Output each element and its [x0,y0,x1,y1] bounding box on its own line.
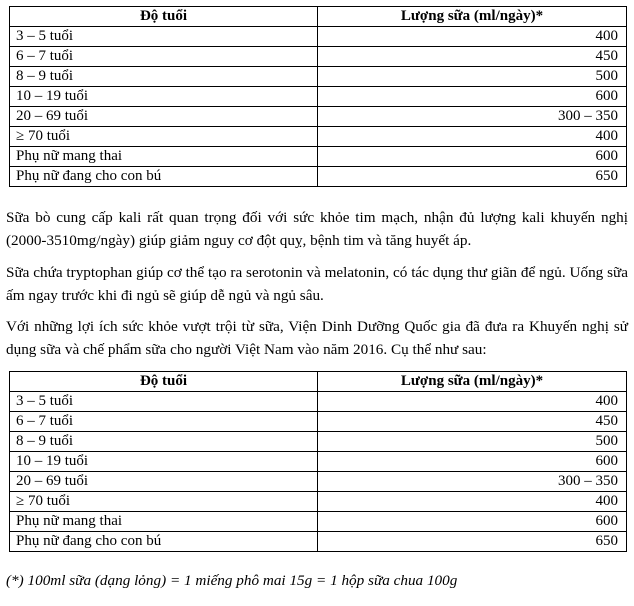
footnote: (*) 100ml sữa (dạng lỏng) = 1 miếng phô mai 15g = 1 hộp sữa chua 100g [6,572,458,589]
table-row [10,532,627,552]
age-column-header: Độ tuổi [10,7,318,27]
age-cell: ≥ 70 tuổi [10,127,318,147]
amount-cell: 300 – 350 [318,472,627,492]
age-cell: 3 – 5 tuổi [10,27,318,47]
age-cell: 6 – 7 tuổi [10,47,318,67]
amount-column-header: Lượng sữa (ml/ngày)* [318,372,627,392]
table-row [10,127,627,147]
age-cell: 20 – 69 tuổi [10,472,318,492]
table-row [10,27,627,47]
amount-cell: 450 [318,47,627,67]
table-row [10,147,627,167]
table-header-row [10,7,627,27]
amount-cell: 600 [318,452,627,472]
table-row [10,432,627,452]
table-row [10,167,627,187]
amount-cell: 400 [318,127,627,147]
tryptophan-paragraph: Sữa chứa tryptophan giúp cơ thể tạo ra serotonin và melatonin, có tác dụng thư giãn để ngủ. Uống sữa ấm ngay trước khi đi ngủ sẽ giúp dễ ngủ và ngủ sâu. [6,264,628,304]
amount-column-header: Lượng sữa (ml/ngày)* [318,7,627,27]
amount-cell: 400 [318,27,627,47]
age-cell: 20 – 69 tuổi [10,107,318,127]
amount-cell: 400 [318,492,627,512]
age-cell: 6 – 7 tuổi [10,412,318,432]
table-row [10,87,627,107]
amount-cell: 650 [318,532,627,552]
age-column-header: Độ tuổi [10,372,318,392]
amount-cell: 600 [318,512,627,532]
age-cell: 10 – 19 tuổi [10,87,318,107]
amount-cell: 600 [318,147,627,167]
potassium-paragraph: Sữa bò cung cấp kali rất quan trọng đối với sức khỏe tim mạch, nhận đủ lượng kali khuyến nghị (2000-3510mg/ngày) giúp giảm nguy cơ đột quỵ, bệnh tim và tăng huyết áp. [6,209,628,249]
table-header-row [10,372,627,392]
age-cell: Phụ nữ đang cho con bú [10,532,318,552]
table-row [10,412,627,432]
amount-cell: 400 [318,392,627,412]
amount-cell: 500 [318,432,627,452]
age-cell: Phụ nữ mang thai [10,512,318,532]
amount-cell: 500 [318,67,627,87]
table-row [10,492,627,512]
milk-recommendation-table-bottom [9,371,627,552]
table-row [10,392,627,412]
amount-cell: 650 [318,167,627,187]
amount-cell: 300 – 350 [318,107,627,127]
recommendation-intro-paragraph: Với những lợi ích sức khỏe vượt trội từ sữa, Viện Dinh Dưỡng Quốc gia đã đưa ra Khuyến nghị sử dụng sữa và chế phẩm sữa cho người Việt Nam vào năm 2016. Cụ thể như sau: [6,318,628,358]
table-row [10,512,627,532]
table-row [10,452,627,472]
table-row [10,67,627,87]
table-row [10,472,627,492]
age-cell: 10 – 19 tuổi [10,452,318,472]
milk-recommendation-table-top [9,6,627,187]
amount-cell: 450 [318,412,627,432]
age-cell: 8 – 9 tuổi [10,67,318,87]
table-row [10,107,627,127]
amount-cell: 600 [318,87,627,107]
age-cell: ≥ 70 tuổi [10,492,318,512]
age-cell: Phụ nữ mang thai [10,147,318,167]
table-row [10,47,627,67]
age-cell: 8 – 9 tuổi [10,432,318,452]
age-cell: Phụ nữ đang cho con bú [10,167,318,187]
age-cell: 3 – 5 tuổi [10,392,318,412]
